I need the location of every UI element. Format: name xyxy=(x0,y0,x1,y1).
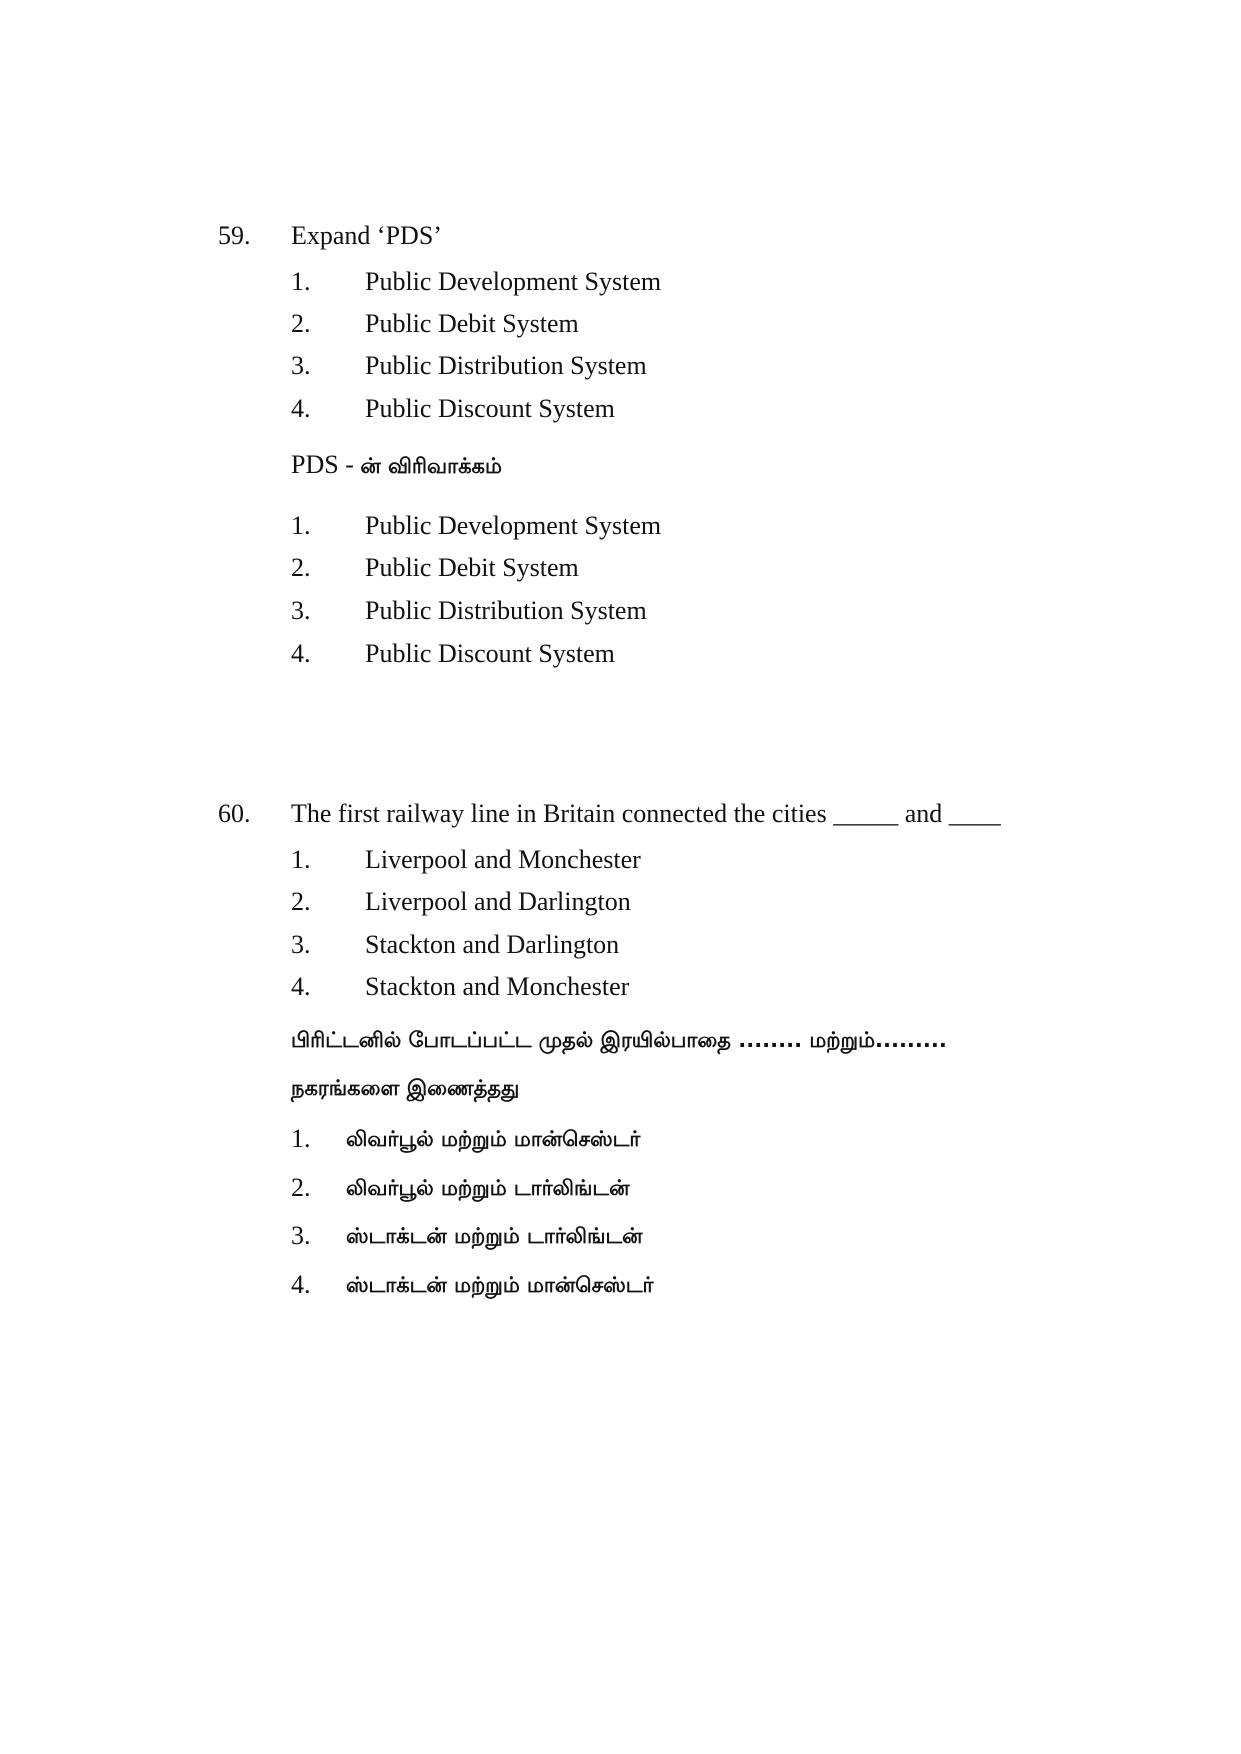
option-text: Public Discount System xyxy=(365,639,615,668)
option-number: 1. xyxy=(291,845,311,874)
option-number: 3. xyxy=(291,1221,311,1250)
option-text: Public Development System xyxy=(365,267,662,296)
question-ta-prefix: PDS - xyxy=(291,450,354,479)
question-text-ta xyxy=(291,450,502,481)
option-text: Stackton and Darlington xyxy=(365,930,620,959)
question-text-en: The first railway line in Britain connected the cities _____ and ____ xyxy=(291,799,1001,828)
question-number: 59. xyxy=(218,221,251,250)
option-number: 1. xyxy=(291,267,311,296)
option-number: 2. xyxy=(291,553,311,582)
option-number: 4. xyxy=(291,639,311,668)
option-number: 3. xyxy=(291,596,311,625)
question-text-ta-line1: பிரிட்டனில் போடப்பட்ட முதல் இரயில்பாதை ........ மற்றும்......... xyxy=(291,1028,947,1052)
question-text-ta-line2: நகரங்களை இணைத்தது xyxy=(291,1076,520,1100)
option-text: Stackton and Monchester xyxy=(365,972,630,1001)
option-text: Public Distribution System xyxy=(365,351,647,380)
question-text-en: Expand ‘PDS’ xyxy=(291,221,442,250)
question-ta-body: ன் விரிவாக்கம் xyxy=(360,454,502,478)
option-text: Public Debit System xyxy=(365,309,579,338)
option-number: 1. xyxy=(291,1124,311,1153)
option-number: 1. xyxy=(291,511,311,540)
option-number: 3. xyxy=(291,930,311,959)
option-number: 3. xyxy=(291,351,311,380)
option-number: 2. xyxy=(291,1173,311,1202)
option-text: லிவர்பூல் மற்றும் மான்செஸ்டர் xyxy=(346,1127,641,1151)
option-number: 4. xyxy=(291,1270,311,1299)
question-number: 60. xyxy=(218,799,251,828)
option-text: ஸ்டாக்டன் மற்றும் மான்செஸ்டர் xyxy=(346,1273,654,1297)
option-text: Public Debit System xyxy=(365,553,579,582)
option-text: ஸ்டாக்டன் மற்றும் டார்லிங்டன் xyxy=(346,1224,643,1248)
option-text: Public Discount System xyxy=(365,394,615,423)
option-text: Liverpool and Monchester xyxy=(365,845,641,874)
option-text: Public Distribution System xyxy=(365,596,647,625)
option-text: Public Development System xyxy=(365,511,662,540)
option-text: Liverpool and Darlington xyxy=(365,887,631,916)
option-number: 4. xyxy=(291,394,311,423)
option-number: 4. xyxy=(291,972,311,1001)
option-number: 2. xyxy=(291,887,311,916)
option-text: லிவர்பூல் மற்றும் டார்லிங்டன் xyxy=(346,1176,630,1200)
option-number: 2. xyxy=(291,309,311,338)
